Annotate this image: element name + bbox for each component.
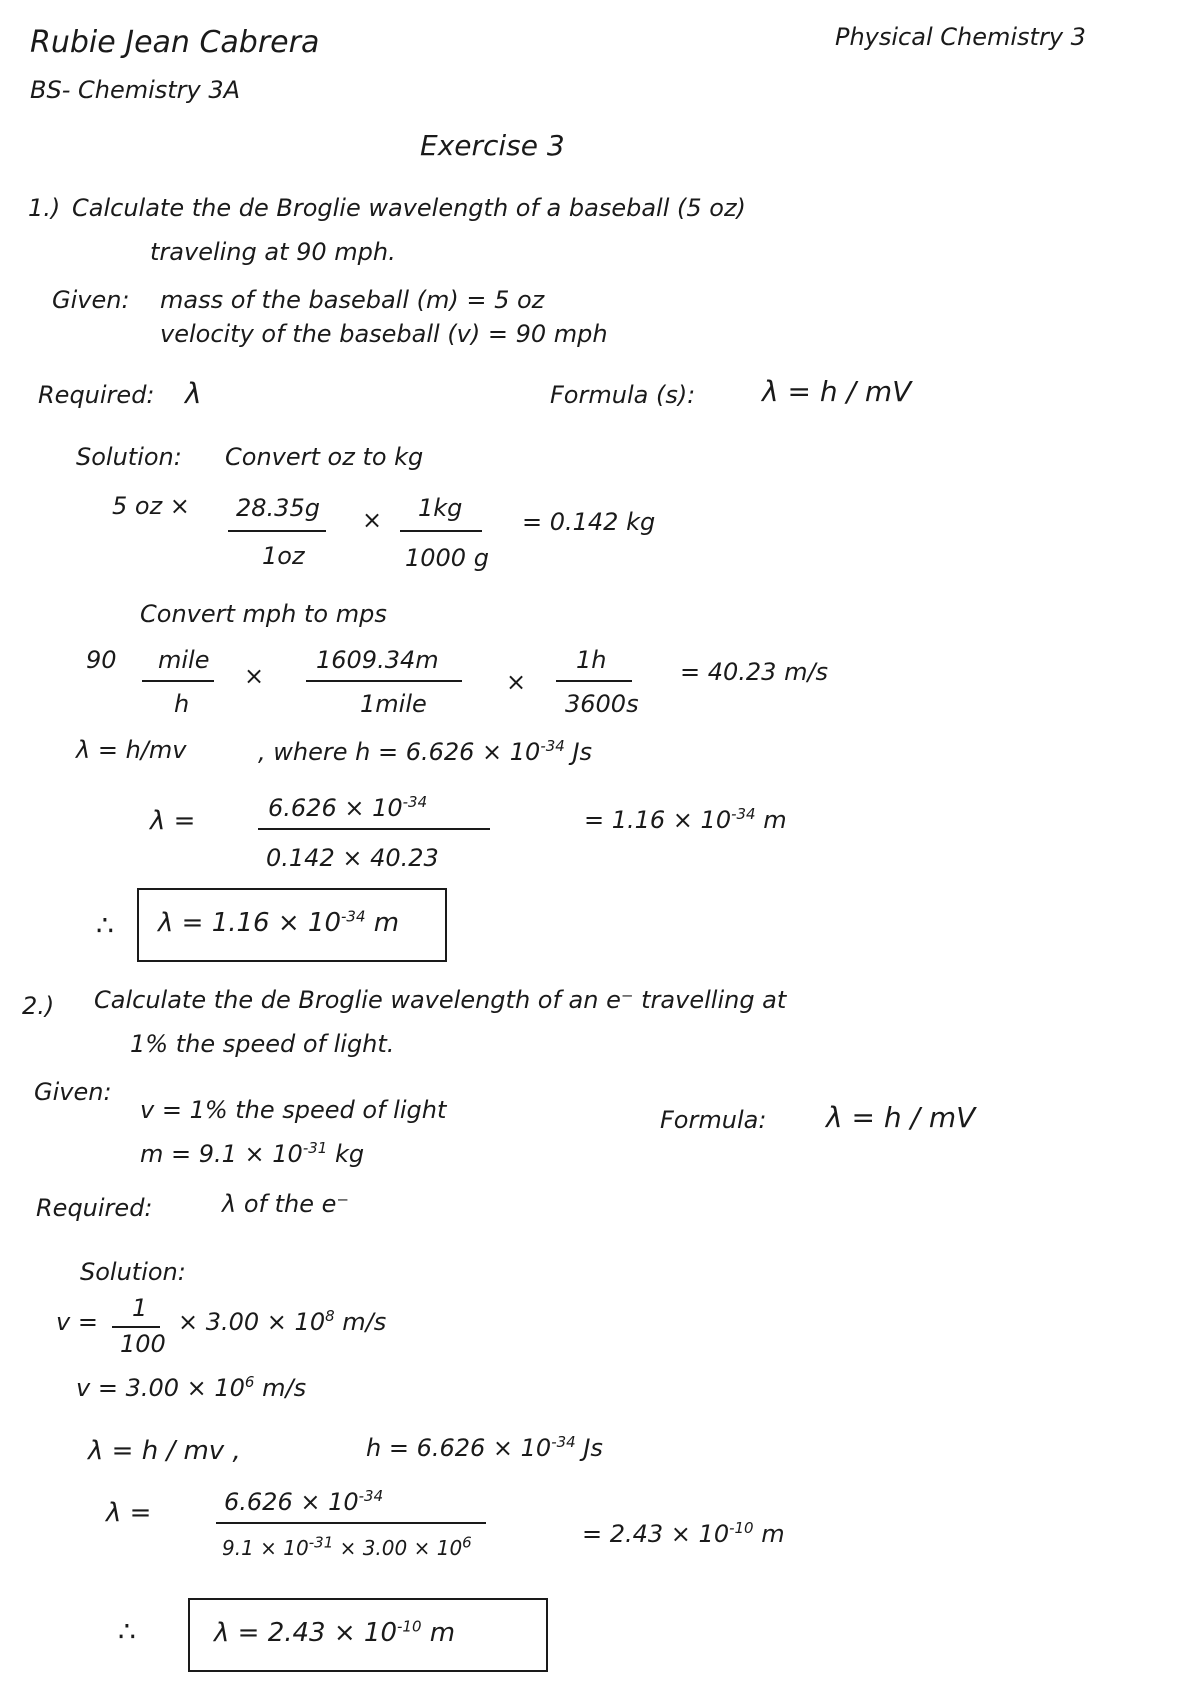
p1-c1-f1-bar bbox=[228, 530, 326, 532]
p1-c2-f1-bar bbox=[142, 680, 214, 682]
p1-given-label: Given: bbox=[52, 286, 130, 314]
p2-v-result-line bbox=[76, 1373, 307, 1402]
p2-v-rest-line bbox=[178, 1307, 387, 1336]
p1-c2-f3-den: 3600s bbox=[565, 690, 639, 718]
p2-v-frac-bar bbox=[112, 1326, 160, 1328]
p2-v-rest: × 3.00 × 10 bbox=[178, 1308, 326, 1336]
p1-c1-f1-num: 28.35g bbox=[236, 494, 320, 522]
p2-v-lead: v = bbox=[56, 1308, 98, 1336]
p1-c2-f2-num: 1609.34m bbox=[316, 646, 439, 674]
p2-calc-den-a: 9.1 × 10 bbox=[222, 1536, 309, 1560]
p1-question-line2: traveling at 90 mph. bbox=[150, 238, 396, 266]
p1-required-value: λ bbox=[185, 377, 202, 410]
p2-calc-den-b: × 3.00 × 10 bbox=[339, 1536, 463, 1560]
p1-c1-lead: 5 oz × bbox=[112, 492, 190, 520]
p2-given-m-exp: -31 bbox=[302, 1139, 328, 1157]
p1-eq-where-exp: -34 bbox=[540, 737, 565, 755]
p1-c1-result: = 0.142 kg bbox=[522, 508, 656, 536]
p2-eq-lambda: λ = h / mv , bbox=[88, 1436, 241, 1466]
p2-v-result-exp: 6 bbox=[244, 1373, 255, 1391]
page-title: Exercise 3 bbox=[420, 129, 565, 162]
p1-calc-den: 0.142 × 40.23 bbox=[266, 844, 439, 872]
p1-calc-num-exp: -34 bbox=[402, 793, 428, 811]
p2-given-m-line bbox=[140, 1139, 365, 1168]
p2-calc-result-line bbox=[582, 1519, 785, 1548]
p1-c2-lead: 90 bbox=[86, 646, 117, 674]
p1-given-mass: mass of the baseball (m) = 5 oz bbox=[160, 286, 545, 314]
p2-question-line2: 1% the speed of light. bbox=[130, 1030, 395, 1058]
p2-v-frac-den: 100 bbox=[120, 1330, 166, 1358]
p2-calc-num-line bbox=[224, 1487, 384, 1516]
p2-eq-h: h = 6.626 × 10 bbox=[366, 1434, 552, 1462]
p2-v-result-unit: m/s bbox=[262, 1374, 307, 1402]
p2-given-m-unit: kg bbox=[334, 1140, 365, 1168]
p1-answer-unit: m bbox=[373, 908, 400, 938]
p1-c2-times2: × bbox=[506, 668, 527, 696]
p1-number: 1.) bbox=[28, 194, 61, 222]
p1-calc-result-unit: m bbox=[763, 806, 787, 834]
student-name: Rubie Jean Cabrera bbox=[30, 25, 320, 60]
p2-answer: λ = 2.43 × 10 bbox=[214, 1618, 397, 1648]
p2-calc-result-unit: m bbox=[761, 1520, 785, 1548]
p2-given-v: v = 1% the speed of light bbox=[140, 1096, 447, 1124]
p2-v-rest-exp: 8 bbox=[325, 1307, 335, 1325]
p2-answer-exp: -10 bbox=[397, 1617, 422, 1636]
p1-c2-times1: × bbox=[244, 662, 265, 690]
p2-number: 2.) bbox=[22, 992, 55, 1020]
p1-c2-f2-den: 1mile bbox=[360, 690, 427, 718]
p1-eq-where: , where h = 6.626 × 10 bbox=[258, 738, 541, 766]
p1-c2-f1-num: mile bbox=[158, 646, 210, 674]
p2-calc-den-b-exp: 6 bbox=[462, 1533, 472, 1552]
student-section: BS- Chemistry 3A bbox=[30, 76, 241, 104]
p1-eq-lambda: λ = h/mv bbox=[76, 736, 187, 764]
p1-eq-where-line bbox=[258, 737, 593, 766]
p1-c2-f1-den: h bbox=[174, 690, 190, 718]
p2-eq-h-line bbox=[366, 1433, 603, 1462]
course-name: Physical Chemistry 3 bbox=[835, 23, 1086, 51]
p1-solution-label: Solution: bbox=[76, 443, 182, 471]
p2-answer-unit: m bbox=[429, 1618, 456, 1648]
p1-given-velocity: velocity of the baseball (v) = 90 mph bbox=[160, 320, 608, 348]
p1-c2-f3-num: 1h bbox=[576, 646, 607, 674]
p2-calc-lambda: λ = bbox=[106, 1498, 152, 1528]
p2-calc-num-exp: -34 bbox=[358, 1487, 384, 1505]
p2-calc-num: 6.626 × 10 bbox=[224, 1488, 359, 1516]
p1-c1-f2-bar bbox=[400, 530, 482, 532]
p1-c2-result: = 40.23 m/s bbox=[680, 658, 829, 686]
p1-c1-times: × bbox=[362, 506, 383, 534]
p1-required-label: Required: bbox=[38, 381, 155, 409]
p1-calc-lambda: λ = bbox=[150, 806, 196, 836]
p2-calc-result-exp: -10 bbox=[729, 1519, 754, 1537]
p1-answer-exp: -34 bbox=[341, 907, 366, 926]
p1-answer-line bbox=[158, 907, 400, 938]
p2-given-label: Given: bbox=[34, 1078, 112, 1106]
p1-c2-f2-bar bbox=[306, 680, 462, 682]
p2-given-m: m = 9.1 × 10 bbox=[140, 1140, 303, 1168]
p2-formula-label: Formula: bbox=[660, 1106, 767, 1134]
p2-calc-bar bbox=[216, 1522, 486, 1524]
p1-c2-f3-bar bbox=[556, 680, 632, 682]
p1-c1-f2-den: 1000 g bbox=[405, 544, 489, 572]
p1-calc-result-line bbox=[584, 805, 787, 834]
p1-convert2-label: Convert mph to mps bbox=[140, 600, 387, 628]
p1-c1-f1-den: 1oz bbox=[262, 542, 305, 570]
p2-v-frac-num: 1 bbox=[132, 1294, 148, 1322]
p2-eq-h-unit: Js bbox=[583, 1434, 603, 1462]
p1-therefore: ∴ bbox=[96, 909, 114, 942]
p2-therefore: ∴ bbox=[118, 1615, 136, 1648]
p1-question-line1: Calculate the de Broglie wavelength of a baseball (5 oz) bbox=[72, 194, 746, 222]
p1-eq-where-unit: Js bbox=[572, 738, 593, 766]
p2-v-result: v = 3.00 × 10 bbox=[76, 1374, 245, 1402]
p1-convert1-label: Convert oz to kg bbox=[225, 443, 424, 471]
p1-calc-result: = 1.16 × 10 bbox=[584, 806, 732, 834]
p2-required-label: Required: bbox=[36, 1194, 153, 1222]
p2-calc-den-line bbox=[222, 1533, 472, 1560]
p2-calc-den-a-exp: -31 bbox=[308, 1533, 334, 1552]
p2-required-value: λ of the e⁻ bbox=[222, 1190, 350, 1218]
p1-c1-f2-num: 1kg bbox=[418, 494, 463, 522]
p1-calc-num-line bbox=[268, 793, 428, 822]
p1-calc-num: 6.626 × 10 bbox=[268, 794, 403, 822]
p1-calc-bar bbox=[258, 828, 490, 830]
p2-eq-h-exp: -34 bbox=[551, 1433, 576, 1451]
p1-formula-label: Formula (s): bbox=[550, 381, 696, 409]
p1-calc-result-exp: -34 bbox=[731, 805, 756, 823]
p2-solution-label: Solution: bbox=[80, 1258, 186, 1286]
p1-formula: λ = h / mV bbox=[762, 375, 912, 408]
p2-question-line1: Calculate the de Broglie wavelength of an e⁻ travelling at bbox=[94, 986, 787, 1014]
p2-calc-result: = 2.43 × 10 bbox=[582, 1520, 730, 1548]
p1-answer: λ = 1.16 × 10 bbox=[158, 908, 341, 938]
p2-answer-line bbox=[214, 1617, 456, 1648]
p2-formula: λ = h / mV bbox=[826, 1101, 976, 1134]
p2-v-rest-unit: m/s bbox=[342, 1308, 387, 1336]
